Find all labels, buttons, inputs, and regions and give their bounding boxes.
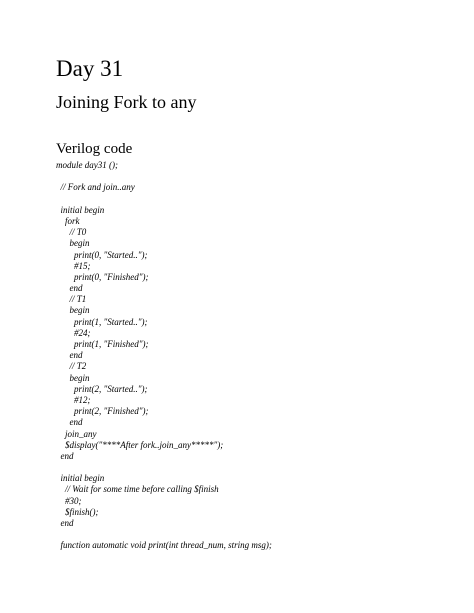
- code-line: print(2, "Started..");: [56, 383, 148, 394]
- code-line: // T2: [56, 361, 87, 372]
- code-line: fork: [56, 215, 80, 226]
- code-line: #24;: [56, 327, 91, 338]
- code-line: begin: [56, 372, 90, 383]
- code-line: end: [56, 450, 74, 461]
- code-line: // T1: [56, 294, 87, 305]
- code-line: [56, 194, 272, 205]
- code-line: end: [56, 417, 83, 428]
- code-line: end: [56, 518, 74, 528]
- code-line: begin: [56, 238, 90, 249]
- page-title: Day 31: [56, 56, 124, 81]
- code-line: initial begin: [56, 473, 105, 484]
- code-line: end: [56, 283, 83, 294]
- code-line: #30;: [56, 495, 82, 506]
- code-line: module day31 ();: [56, 160, 118, 170]
- code-line: [56, 529, 272, 540]
- section-heading: Verilog code: [56, 141, 133, 157]
- code-line: print(1, "Started..");: [56, 316, 148, 327]
- code-line: // T0: [56, 227, 87, 238]
- code-line: function automatic void print(int thread_num, string msg);: [56, 540, 272, 551]
- page-subtitle: Joining Fork to any: [56, 92, 197, 112]
- code-line: join_any: [56, 428, 97, 439]
- code-line: [56, 462, 272, 473]
- code-line: #15;: [56, 260, 91, 271]
- code-line: print(0, "Started..");: [56, 249, 148, 260]
- code-block: [56, 160, 272, 552]
- code-line: #12;: [56, 394, 91, 405]
- code-line: $display("****After fork..join_any*****");: [56, 439, 224, 450]
- code-line: $finish();: [56, 506, 99, 517]
- code-line: print(2, "Finished");: [56, 406, 149, 417]
- code-line: print(0, "Finished");: [56, 271, 149, 282]
- code-line: // Fork and join..any: [56, 182, 135, 193]
- code-line: // Wait for some time before calling $finish: [56, 484, 219, 495]
- code-line: initial begin: [56, 204, 105, 215]
- code-line: print(1, "Finished");: [56, 339, 149, 349]
- code-line: [56, 171, 272, 182]
- code-line: end: [56, 350, 83, 361]
- code-line: begin: [56, 305, 90, 316]
